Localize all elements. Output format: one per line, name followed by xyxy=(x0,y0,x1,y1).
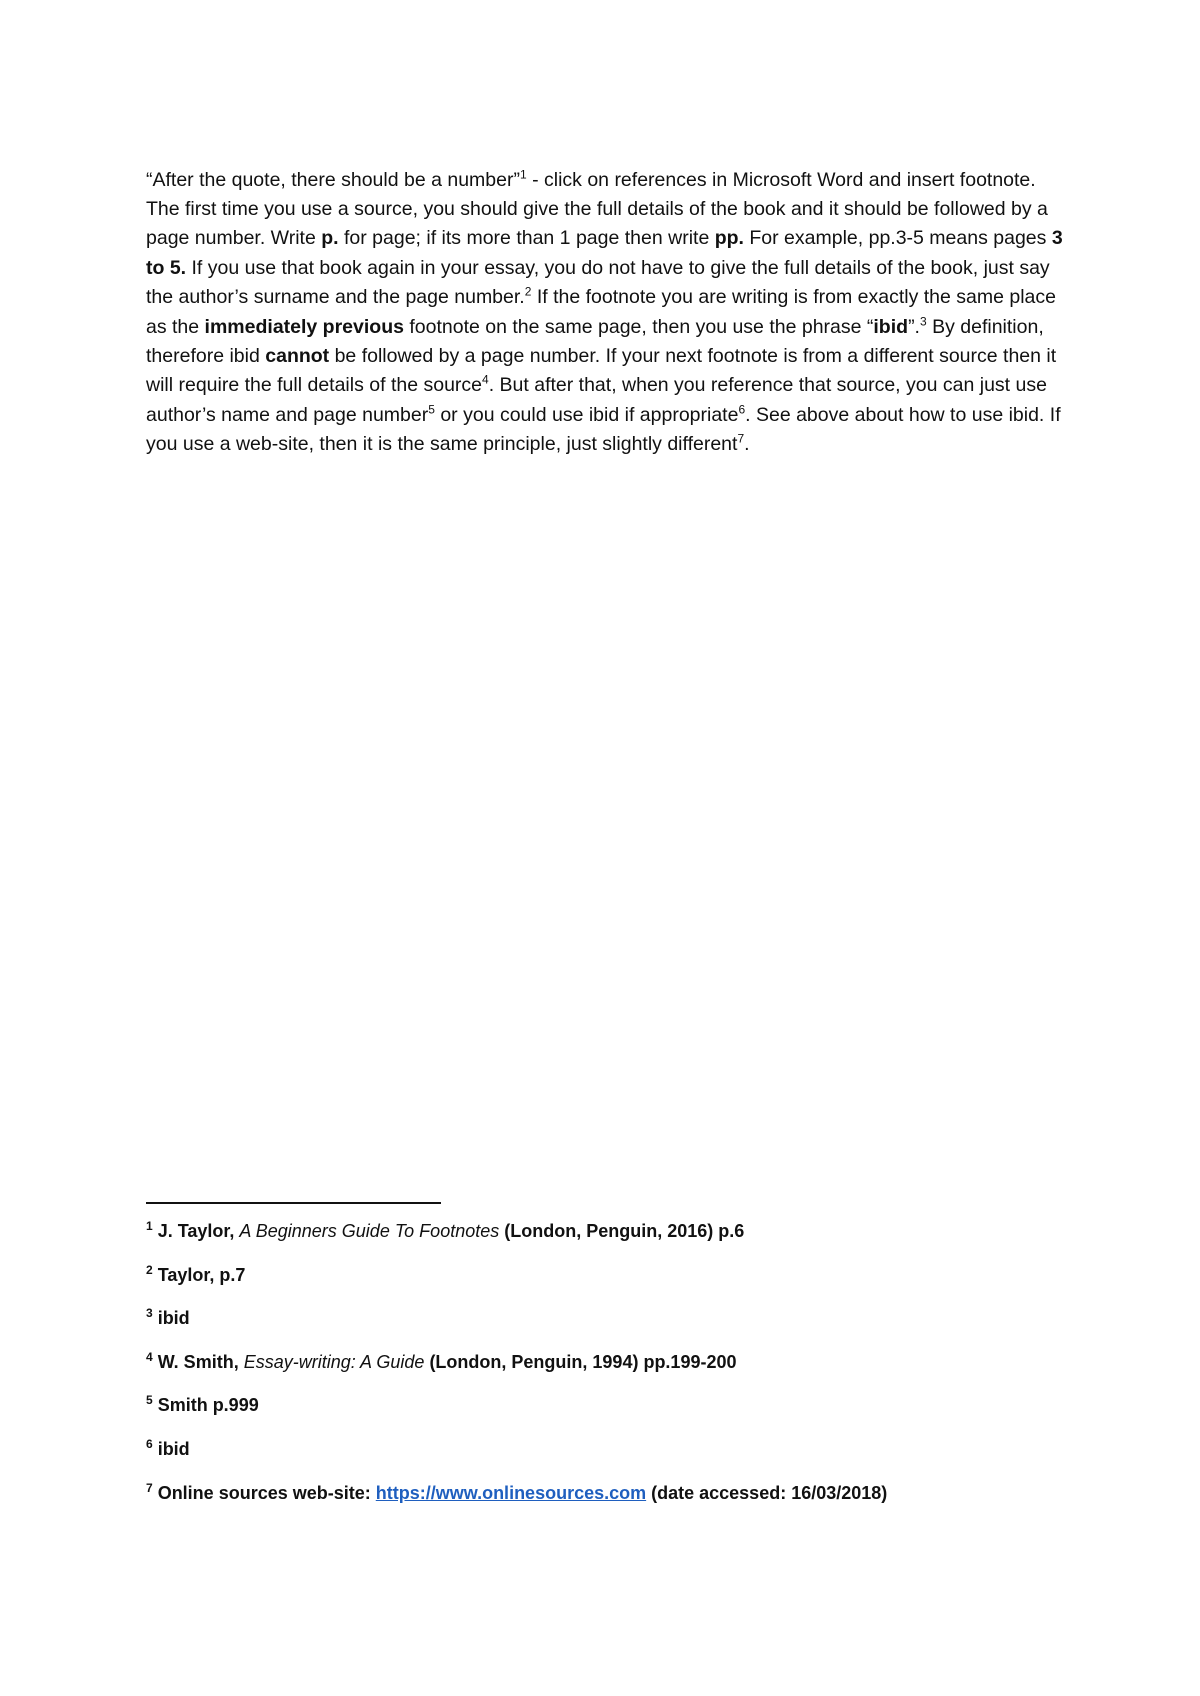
footnote-ref-1: 1 xyxy=(519,167,527,181)
footnote-text: (London, Penguin, 1994) pp.199-200 xyxy=(424,1351,737,1372)
text-run: for page; if its more than 1 page then write xyxy=(338,227,715,250)
footnote-book-title: A Beginners Guide To Footnotes xyxy=(239,1221,500,1241)
text-run: If you use that book again in your essay, you do not have to give the full details of the book, just say the author’s surname and the page number. xyxy=(146,256,1050,309)
footnote-ref-6: 6 xyxy=(738,402,746,417)
footnote-text: (London, Penguin, 2016) p.6 xyxy=(499,1221,745,1241)
footnote-7 xyxy=(146,1480,1066,1524)
footnote-separator xyxy=(146,1202,441,1204)
footnote-text: W. Smith, xyxy=(152,1351,244,1372)
text-run: “After the quote, there should be a number” xyxy=(146,168,520,191)
footnote-text: (date accessed: 16/03/2018) xyxy=(646,1482,888,1503)
footnote-number: 2 xyxy=(146,1262,153,1277)
text-run: footnote on the same page, then you use the phrase “ xyxy=(403,315,874,338)
footnotes-list xyxy=(146,1218,1066,1523)
footnote-text: Taylor, p.7 xyxy=(152,1264,246,1285)
body-paragraph xyxy=(146,166,1066,460)
footnote-ref-5: 5 xyxy=(428,402,435,417)
bold-run-cannot: cannot xyxy=(265,344,330,367)
bold-run-pp: pp. xyxy=(714,227,744,250)
footnote-text: ibid xyxy=(152,1308,190,1329)
footnote-ref-4: 4 xyxy=(482,372,489,387)
footnote-text: Smith p.999 xyxy=(152,1395,259,1416)
footnote-ref-7: 7 xyxy=(737,431,745,446)
bold-run-immediately: immediately previous xyxy=(204,315,404,338)
text-run: or you could use ibid if appropriate xyxy=(434,403,739,426)
footnote-4 xyxy=(146,1349,1066,1393)
footnote-2 xyxy=(146,1262,1066,1306)
footnote-number: 5 xyxy=(146,1393,153,1408)
footnote-number: 1 xyxy=(146,1219,153,1233)
bold-run-ibid: ibid xyxy=(873,315,909,338)
bold-run-p: p. xyxy=(321,227,339,250)
footnote-text: ibid xyxy=(152,1438,190,1459)
footnote-3 xyxy=(146,1305,1066,1349)
footnote-ref-3: 3 xyxy=(919,314,927,329)
text-run: . xyxy=(744,433,750,456)
text-run: . But after that, when you reference that source, you can just use author’s name and page number xyxy=(146,374,1047,426)
text-run: If the footnote you are writing is from exactly the same place as the xyxy=(146,286,1056,338)
footnote-text: J. Taylor, xyxy=(152,1221,240,1241)
footnote-number: 4 xyxy=(146,1349,153,1364)
text-run: ”. xyxy=(908,315,920,338)
footnote-6 xyxy=(146,1436,1066,1480)
text-run: For example, pp.3-5 means pages xyxy=(743,227,1052,250)
footnote-number: 7 xyxy=(146,1480,153,1495)
web-source-link[interactable]: https://www.onlinesources.com xyxy=(375,1482,647,1503)
footnote-number: 6 xyxy=(146,1436,153,1451)
footnote-text: Online sources web-site: xyxy=(152,1482,376,1503)
footnote-ref-2: 2 xyxy=(524,284,532,299)
footnote-number: 3 xyxy=(146,1306,153,1321)
footnote-5 xyxy=(146,1392,1066,1436)
text-run: be followed by a page number. If your next footnote is from a different source then it will require the full details of the source xyxy=(146,344,1057,397)
text-run: By definition, therefore ibid xyxy=(146,315,1044,367)
bold-run-3to5: 3 to 5. xyxy=(146,227,1063,279)
footnote-1 xyxy=(146,1218,1066,1262)
text-run: - click on references in Microsoft Word and insert footnote. The first time you use a source, you should give the full details of the book and it should be followed by a page number. Write xyxy=(146,168,1048,250)
footnote-book-title: Essay-writing: A Guide xyxy=(243,1351,425,1372)
text-run: . See above about how to use ibid. If you use a web-site, then it is the same principle, just slightly different xyxy=(146,403,1061,456)
